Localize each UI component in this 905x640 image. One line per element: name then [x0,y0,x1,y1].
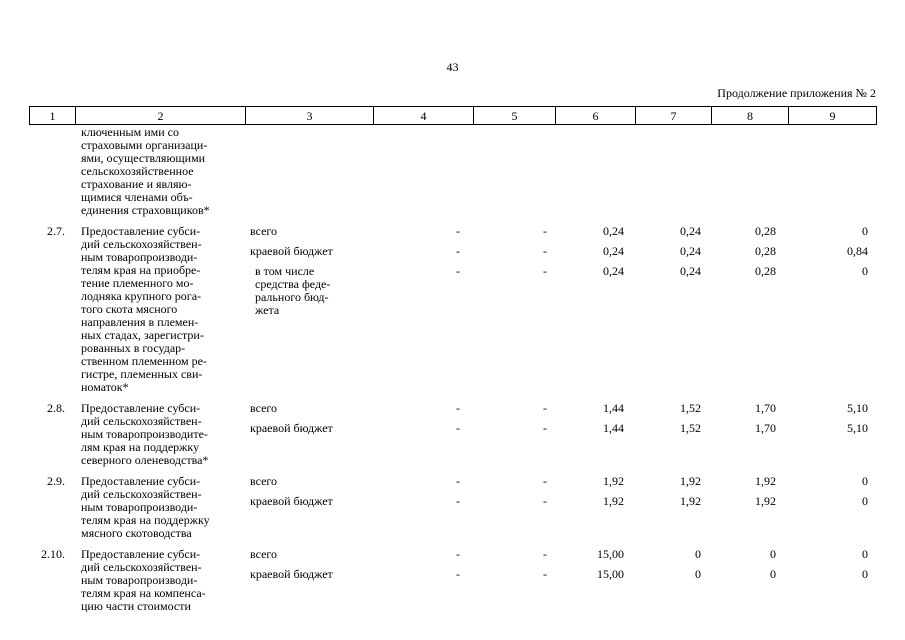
table-row-continuation [29,126,876,217]
value-col-6: 1,44 [603,401,624,415]
value-col-4: - [456,494,460,508]
funding-source-label: всего [250,474,278,488]
table-row [29,548,876,613]
value-col-5: - [543,401,547,415]
value-col-4: - [456,224,460,238]
funding-source-label: краевой бюджет [250,244,333,258]
funding-line [245,225,876,238]
value-col-9: 5,10 [847,421,868,435]
value-col-7: 1,92 [680,474,701,488]
funding-line [245,475,876,488]
funding-line [245,245,876,258]
value-col-5: - [543,474,547,488]
header-col-4: 4 [374,107,474,125]
value-col-9: 0 [862,494,868,508]
value-col-6: 0,24 [603,224,624,238]
header-col-8: 8 [712,107,789,125]
value-col-8: 1,70 [755,401,776,415]
value-col-7: 0,24 [680,264,701,278]
value-col-7: 0 [695,567,701,581]
value-col-7: 1,92 [680,494,701,508]
funding-source-label: всего [250,547,278,561]
funding-line [245,402,876,415]
funding-source-label: краевой бюджет [250,421,333,435]
row-values [245,225,876,394]
row-description: Предоставление субси- дий сельскохозяйствен- ным товаропроизводи- телям края на поддержку мясного скотоводства [81,474,210,540]
header-col-9: 9 [789,107,877,125]
value-col-8: 0,28 [755,244,776,258]
value-col-6: 15,00 [597,567,624,581]
continuation-text: ключенным ими со страховыми организаци- ями, осуществляющими сельскохозяйственное страхование и являю- щимися членами объ- единения страховщиков* [81,125,210,217]
value-col-8: 0,28 [755,264,776,278]
funding-source-label: всего [250,224,278,238]
value-col-8: 1,92 [755,494,776,508]
value-col-9: 0 [862,224,868,238]
value-col-6: 15,00 [597,547,624,561]
row-description: Предоставление субси- дий сельскохозяйствен- ным товаропроизводи- телям края на приобре- тение племенного мо- лодняка крупного рога- того скота мясного направления в племен- ных стадах, зарегистри- рованных в государ- ственном племенном ре- гистре, племенных сви- номаток* [81,224,207,394]
value-col-5: - [543,264,547,278]
row-number: 2.9. [47,474,65,488]
row-description: Предоставление субси- дий сельскохозяйствен- ным товаропроизводи- телям края на компенса- цию части стоимости [81,547,206,613]
value-col-7: 0,24 [680,224,701,238]
value-col-4: - [456,474,460,488]
value-col-5: - [543,224,547,238]
funding-source-label: краевой бюджет [250,567,333,581]
value-col-6: 1,44 [603,421,624,435]
funding-line [245,548,876,561]
value-col-8: 0,28 [755,224,776,238]
value-col-7: 1,52 [680,401,701,415]
value-col-4: - [456,547,460,561]
value-col-9: 0 [862,547,868,561]
row-values [245,475,876,540]
funding-line [245,422,876,435]
value-col-8: 0 [770,547,776,561]
page-number: 43 [446,60,459,74]
value-col-9: 0 [862,264,868,278]
value-col-5: - [543,494,547,508]
value-col-8: 1,92 [755,474,776,488]
row-number: 2.7. [47,224,65,238]
value-col-7: 0 [695,547,701,561]
value-col-5: - [543,547,547,561]
table-body [29,126,876,613]
value-col-5: - [543,567,547,581]
value-col-6: 1,92 [603,474,624,488]
header-col-2: 2 [76,107,246,125]
table-row [29,225,876,394]
value-col-6: 0,24 [603,264,624,278]
table-row [29,402,876,467]
value-col-9: 0 [862,567,868,581]
funding-line [245,568,876,581]
header-col-6: 6 [556,107,636,125]
row-values [245,402,876,467]
value-col-4: - [456,401,460,415]
row-number: 2.10. [41,547,65,561]
value-col-4: - [456,264,460,278]
value-col-4: - [456,567,460,581]
header-col-3: 3 [246,107,374,125]
funding-source-label: в том числе средства феде- рального бюд- жета [255,264,331,317]
header-col-1: 1 [30,107,76,125]
table-row [29,475,876,540]
value-col-4: - [456,421,460,435]
value-col-9: 0,84 [847,244,868,258]
value-col-9: 5,10 [847,401,868,415]
row-values [245,548,876,613]
value-col-6: 0,24 [603,244,624,258]
row-number: 2.8. [47,401,65,415]
funding-line [245,265,876,317]
appendix-note: Продолжение приложения № 2 [717,86,876,100]
row-description: Предоставление субси- дий сельскохозяйствен- ным товаропроизводите- лям края на поддержку северного оленеводства* [81,401,209,467]
table-header [29,106,877,125]
value-col-7: 1,52 [680,421,701,435]
value-col-6: 1,92 [603,494,624,508]
value-col-8: 1,70 [755,421,776,435]
header-col-7: 7 [636,107,712,125]
value-col-7: 0,24 [680,244,701,258]
funding-line [245,495,876,508]
header-col-5: 5 [474,107,556,125]
value-col-4: - [456,244,460,258]
funding-source-label: всего [250,401,278,415]
value-col-8: 0 [770,567,776,581]
funding-source-label: краевой бюджет [250,494,333,508]
value-col-5: - [543,244,547,258]
value-col-5: - [543,421,547,435]
value-col-9: 0 [862,474,868,488]
